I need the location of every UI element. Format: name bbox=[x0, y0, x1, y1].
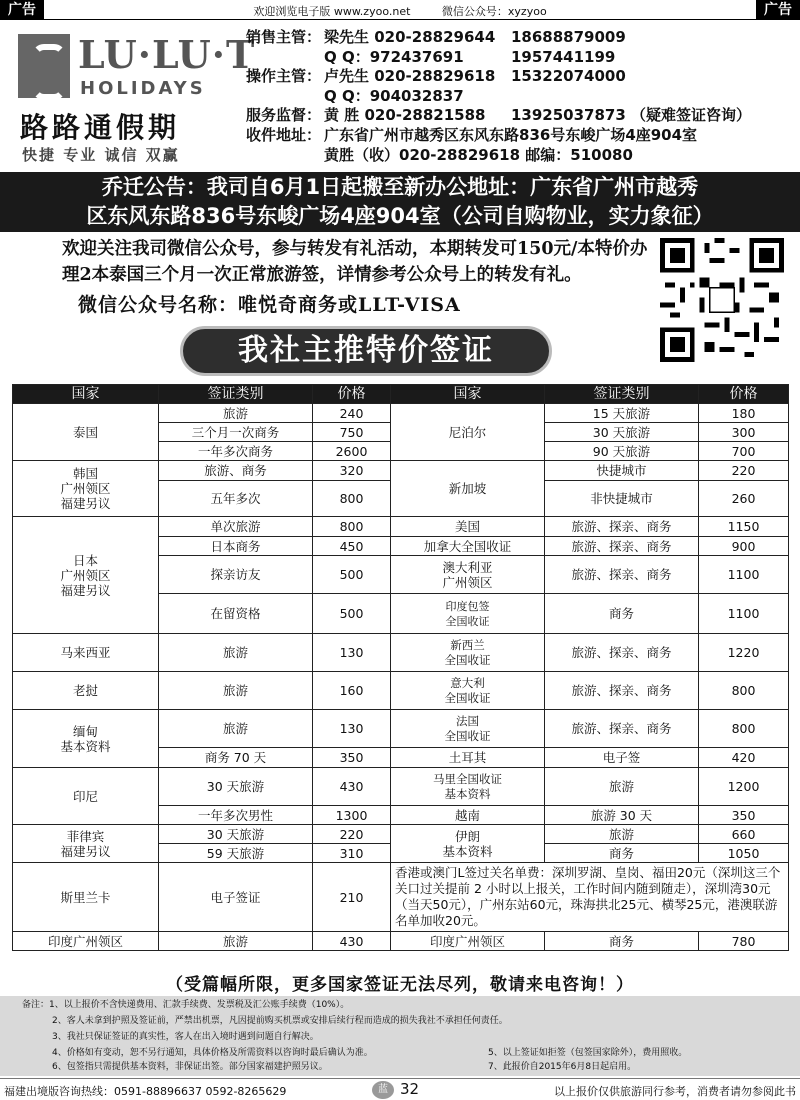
table-cell: 在留资格 bbox=[159, 594, 313, 634]
table-row bbox=[13, 461, 789, 481]
wechat-name: 微信公众号名称：唯悦奇商务或LLT-VISA bbox=[78, 294, 461, 316]
qr-code-icon[interactable] bbox=[660, 238, 784, 362]
table-cell: 印度包签 全国收证 bbox=[391, 594, 545, 634]
table-cell: 15 天旅游 bbox=[545, 404, 699, 423]
column-header: 价格 bbox=[699, 385, 789, 404]
table-cell: 旅游、探亲、商务 bbox=[545, 537, 699, 556]
table-cell: 尼泊尔 bbox=[391, 404, 545, 461]
company-name: 路路通假期 bbox=[20, 111, 181, 144]
table-row bbox=[13, 517, 789, 537]
table-cell: 500 bbox=[313, 556, 391, 594]
table-cell: 五年多次 bbox=[159, 481, 313, 517]
contact-row bbox=[246, 126, 796, 146]
table-cell: 斯里兰卡 bbox=[13, 863, 159, 932]
logo-mark-icon bbox=[18, 34, 70, 98]
table-cell: 缅甸 基本资料 bbox=[13, 710, 159, 768]
table-cell: 2600 bbox=[313, 442, 391, 461]
table-cell: 电子签证 bbox=[159, 863, 313, 932]
contact-field: 操作主管： bbox=[246, 67, 322, 86]
contact-row bbox=[246, 28, 796, 48]
remark-item: 5、以上签证如拒签（包签国家除外），费用照收。 bbox=[488, 1048, 688, 1058]
table-cell: 泰国 bbox=[13, 404, 159, 461]
table-cell: 日本商务 bbox=[159, 537, 313, 556]
table-cell: 240 bbox=[313, 404, 391, 423]
table-cell: 美国 bbox=[391, 517, 545, 537]
table-cell: 160 bbox=[313, 672, 391, 710]
contact-field: 18688879009 bbox=[511, 28, 626, 46]
table-cell: 30 天旅游 bbox=[159, 768, 313, 806]
table-cell: 旅游、探亲、商务 bbox=[545, 634, 699, 672]
site-url[interactable]: 欢迎浏览电子版 www.zyoo.net bbox=[253, 5, 411, 18]
table-cell: 900 bbox=[699, 537, 789, 556]
table-cell: 310 bbox=[313, 844, 391, 863]
table-cell: 印尼 bbox=[13, 768, 159, 825]
table-cell: 130 bbox=[313, 634, 391, 672]
remark-item: 备注：1、以上报价不含快递费用、汇款手续费、发票税及汇公账手续费（10%）。 bbox=[22, 1000, 350, 1010]
table-cell: 单次旅游 bbox=[159, 517, 313, 537]
table-cell: 420 bbox=[699, 748, 789, 768]
table-cell: 印度广州领区 bbox=[13, 932, 159, 951]
visa-price-table bbox=[12, 384, 789, 951]
table-cell: 商务 70 天 bbox=[159, 748, 313, 768]
column-header: 签证类别 bbox=[159, 385, 313, 404]
table-cell: 1150 bbox=[699, 517, 789, 537]
table-cell: 商务 bbox=[545, 844, 699, 863]
remark-item: 6、包签指只需提供基本资料，非保证出签。部分国家福建护照另议。 bbox=[52, 1062, 328, 1072]
table-cell: 30 天旅游 bbox=[159, 825, 313, 844]
contact-field: 梁先生 020-28829644 bbox=[324, 28, 496, 46]
logo-brand: LU·LU·T bbox=[78, 32, 256, 77]
contact-field: 1957441199 bbox=[511, 47, 616, 66]
contact-field: Q Q：904032837 bbox=[324, 86, 464, 105]
table-cell: 菲律宾 福建另议 bbox=[13, 825, 159, 863]
table-cell: 旅游、商务 bbox=[159, 461, 313, 481]
table-cell: 旅游 bbox=[545, 825, 699, 844]
page-footer bbox=[0, 1078, 800, 1100]
promo-text: 欢迎关注我司微信公众号，参与转发有礼活动，本期转发可150元/本特价办理2本泰国三个月一次正常旅游签，详情参考公众号上的转发有礼。 bbox=[62, 239, 648, 285]
table-cell: 新加坡 bbox=[391, 461, 545, 517]
table-row bbox=[13, 825, 789, 844]
table-cell: 220 bbox=[699, 461, 789, 481]
contact-row bbox=[246, 48, 796, 68]
table-cell: 1220 bbox=[699, 634, 789, 672]
featured-visa-banner: 我社主推特价签证 bbox=[180, 326, 552, 376]
table-cell: 法国 全国收证 bbox=[391, 710, 545, 748]
table-cell: 800 bbox=[313, 517, 391, 537]
table-cell: 旅游 bbox=[159, 932, 313, 951]
table-cell: 1050 bbox=[699, 844, 789, 863]
more-countries-note: （受篇幅所限，更多国家签证无法尽列，敬请来电咨询！） bbox=[166, 975, 634, 995]
table-row bbox=[13, 768, 789, 806]
table-cell: 三个月一次商务 bbox=[159, 423, 313, 442]
table-cell: 一年多次商务 bbox=[159, 442, 313, 461]
logo-brand-sub: HOLIDAYS bbox=[80, 78, 206, 99]
table-cell: 旅游 bbox=[159, 672, 313, 710]
table-row bbox=[13, 710, 789, 748]
remark-item: 4、价格如有变动，恕不另行通知，具体价格及所需资料以咨询时最后确认为准。 bbox=[52, 1048, 373, 1058]
table-cell: 快捷城市 bbox=[545, 461, 699, 481]
column-header: 国家 bbox=[13, 385, 159, 404]
contact-row bbox=[246, 106, 796, 126]
table-cell: 800 bbox=[313, 481, 391, 517]
table-cell: 越南 bbox=[391, 806, 545, 825]
remark-item: 2、客人未拿到护照及签证前，严禁出机票，凡因提前购买机票或安排后续行程而造成的损失我社不承担任何责任。 bbox=[52, 1016, 508, 1026]
table-row bbox=[13, 404, 789, 423]
table-cell: 780 bbox=[699, 932, 789, 951]
table-cell: 350 bbox=[699, 806, 789, 825]
table-cell: 800 bbox=[699, 710, 789, 748]
column-header: 价格 bbox=[313, 385, 391, 404]
notice-line: 乔迁公告：我司自6月1日起搬至新办公地址：广东省广州市越秀 bbox=[101, 175, 699, 199]
contact-field: 服务监督： bbox=[246, 106, 322, 125]
table-cell: 430 bbox=[313, 932, 391, 951]
table-cell: 59 天旅游 bbox=[159, 844, 313, 863]
table-cell: 意大利 全国收证 bbox=[391, 672, 545, 710]
table-cell: 商务 bbox=[545, 594, 699, 634]
table-cell: 马来西亚 bbox=[13, 634, 159, 672]
table-row bbox=[13, 672, 789, 710]
table-cell: 老挝 bbox=[13, 672, 159, 710]
table-cell: 180 bbox=[699, 404, 789, 423]
contact-field: 销售主管： bbox=[246, 28, 322, 46]
footer-disclaimer: 以上报价仅供旅游同行参考，消费者请勿参阅此书 bbox=[554, 1085, 796, 1098]
remark-item: 7、此报价自2015年6月8日起启用。 bbox=[488, 1062, 637, 1072]
table-cell: 印度广州领区 bbox=[391, 932, 545, 951]
table-cell: 一年多次男性 bbox=[159, 806, 313, 825]
table-cell: 旅游、探亲、商务 bbox=[545, 556, 699, 594]
contact-field: 收件地址： bbox=[246, 125, 322, 144]
table-cell: 新西兰 全国收证 bbox=[391, 634, 545, 672]
table-cell: 300 bbox=[699, 423, 789, 442]
contact-row bbox=[246, 87, 796, 107]
contact-field: 黄胜（收）020-28829618 邮编：510080 bbox=[324, 145, 633, 164]
table-cell: 旅游 bbox=[159, 710, 313, 748]
page-number: 蓝 32 bbox=[372, 1080, 419, 1099]
table-cell: 电子签 bbox=[545, 748, 699, 768]
contact-row bbox=[246, 67, 796, 87]
contact-block bbox=[246, 28, 796, 165]
table-cell: 1300 bbox=[313, 806, 391, 825]
table-cell: 旅游 bbox=[159, 404, 313, 423]
table-cell: 90 天旅游 bbox=[545, 442, 699, 461]
top-bar bbox=[0, 0, 800, 20]
company-logo bbox=[14, 30, 256, 170]
contact-field: 卢先生 020-28829618 bbox=[324, 67, 496, 86]
table-cell: 700 bbox=[699, 442, 789, 461]
notice-line: 区东风东路836号东峻广场4座904室（公司自购物业，实力象征） bbox=[86, 204, 714, 228]
table-cell: 750 bbox=[313, 423, 391, 442]
table-cell: 加拿大全国收证 bbox=[391, 537, 545, 556]
footer-hotline: 福建出境版咨询热线：0591-88896637 0592-8265629 bbox=[4, 1085, 287, 1098]
contact-field: Q Q：972437691 bbox=[324, 47, 464, 66]
table-cell: 1200 bbox=[699, 768, 789, 806]
table-cell: 450 bbox=[313, 537, 391, 556]
table-cell: 旅游 bbox=[159, 634, 313, 672]
table-cell: 日本 广州领区 福建另议 bbox=[13, 517, 159, 634]
contact-field: 15322074000 bbox=[511, 67, 626, 86]
table-cell: 130 bbox=[313, 710, 391, 748]
table-cell: 旅游 30 天 bbox=[545, 806, 699, 825]
table-cell: 韩国 广州领区 福建另议 bbox=[13, 461, 159, 517]
wechat-account: 微信公众号：xyzyoo bbox=[441, 5, 547, 18]
table-cell: 260 bbox=[699, 481, 789, 517]
ad-tag-left: 广告 bbox=[0, 0, 44, 20]
table-row bbox=[13, 863, 789, 932]
table-cell: 30 天旅游 bbox=[545, 423, 699, 442]
table-cell: 非快捷城市 bbox=[545, 481, 699, 517]
table-header-row bbox=[13, 385, 789, 404]
table-cell: 1100 bbox=[699, 556, 789, 594]
hk-macau-note: 香港或澳门L签过关名单费：深圳罗湖、皇岗、福田20元（深圳这三个关口过关提前 2 小时以上报关，工作时间内随到随走），深圳湾30元（当天50元），广州东站60元，珠海拱北25元、横琴25元，港澳联游名单加收20元。 bbox=[391, 863, 789, 932]
table-cell: 350 bbox=[313, 748, 391, 768]
contact-row bbox=[246, 146, 796, 166]
contact-field: 13925037873 （疑难签证咨询） bbox=[511, 106, 752, 125]
table-cell: 旅游 bbox=[545, 768, 699, 806]
table-cell: 探亲访友 bbox=[159, 556, 313, 594]
table-row bbox=[13, 932, 789, 951]
table-cell: 220 bbox=[313, 825, 391, 844]
ad-tag-right: 广告 bbox=[756, 0, 800, 20]
relocation-notice bbox=[0, 172, 800, 232]
table-cell: 伊朗 基本资料 bbox=[391, 825, 545, 863]
table-cell: 澳大利亚 广州领区 bbox=[391, 556, 545, 594]
column-header: 签证类别 bbox=[545, 385, 699, 404]
page-mark-icon: 蓝 bbox=[372, 1081, 394, 1099]
table-cell: 旅游、探亲、商务 bbox=[545, 517, 699, 537]
table-cell: 旅游、探亲、商务 bbox=[545, 710, 699, 748]
table-cell: 430 bbox=[313, 768, 391, 806]
top-bar-info bbox=[0, 3, 800, 19]
table-cell: 土耳其 bbox=[391, 748, 545, 768]
contact-field: 广东省广州市越秀区东风东路836号东峻广场4座904室 bbox=[324, 125, 698, 144]
company-slogan: 快捷 专业 诚信 双赢 bbox=[22, 146, 180, 164]
table-cell: 马里全国收证 基本资料 bbox=[391, 768, 545, 806]
remarks-box bbox=[0, 996, 800, 1076]
column-header: 国家 bbox=[391, 385, 545, 404]
table-cell: 210 bbox=[313, 863, 391, 932]
remark-item: 3、我社只保证签证的真实性，客人在出入境时遇到问题自行解决。 bbox=[52, 1032, 319, 1042]
table-cell: 500 bbox=[313, 594, 391, 634]
table-cell: 旅游、探亲、商务 bbox=[545, 672, 699, 710]
table-cell: 320 bbox=[313, 461, 391, 481]
table-cell: 660 bbox=[699, 825, 789, 844]
table-cell: 800 bbox=[699, 672, 789, 710]
table-cell: 1100 bbox=[699, 594, 789, 634]
table-row bbox=[13, 634, 789, 672]
contact-field: 黄 胜 020-28821588 bbox=[324, 106, 486, 125]
table-cell: 商务 bbox=[545, 932, 699, 951]
